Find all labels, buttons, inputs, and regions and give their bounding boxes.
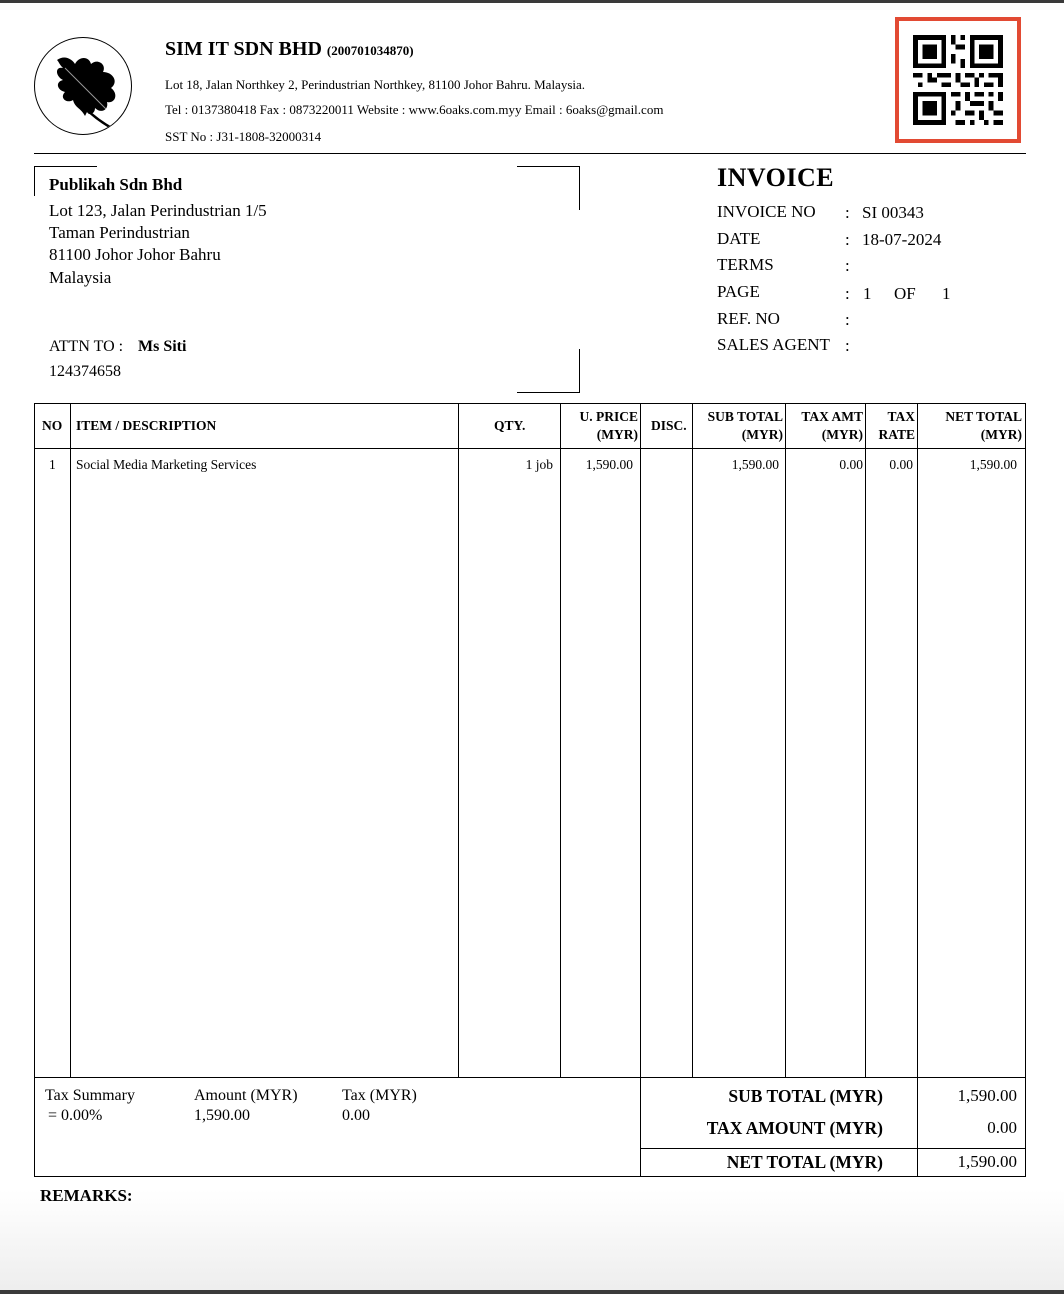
row-subtotal: 1,590.00	[731, 457, 779, 472]
net-total-value: 1,590.00	[957, 1152, 1017, 1171]
tax-summary-amount-label: Amount (MYR)	[194, 1087, 298, 1104]
company-name: SIM IT SDN BHD (200701034870)	[165, 38, 414, 60]
tax-summary-tax: 0.00	[342, 1107, 370, 1124]
customer-address-line: Lot 123, Jalan Perindustrian 1/5	[49, 201, 267, 220]
remarks-label: REMARKS:	[40, 1186, 133, 1205]
row-taxamt: 0.00	[839, 457, 863, 472]
header-uprice-unit: (MYR)	[596, 427, 638, 442]
net-total-label: NET TOTAL (MYR)	[726, 1152, 883, 1172]
table-border	[34, 1077, 1026, 1078]
oak-leaf-icon	[34, 37, 132, 135]
column-divider	[70, 403, 71, 1077]
tax-summary-tax-label: Tax (MYR)	[342, 1087, 417, 1104]
invoice-no-value: SI 00343	[862, 203, 924, 222]
header-subtotal-unit: (MYR)	[741, 427, 783, 442]
table-border	[1025, 403, 1026, 1177]
bill-box-line	[517, 392, 580, 393]
header-disc: DISC.	[651, 418, 687, 433]
header-taxamt: TAX AMT	[801, 409, 863, 424]
tax-amount-label: TAX AMOUNT (MYR)	[706, 1118, 883, 1138]
customer-address-line: Malaysia	[49, 268, 112, 287]
header-taxrate: TAX	[887, 409, 915, 424]
bill-box-line	[579, 166, 580, 210]
page-total: 1	[942, 284, 951, 303]
row-qty: 1 job	[525, 457, 553, 472]
customer-address-line: Taman Perindustrian	[49, 223, 190, 242]
invoice-title: INVOICE	[717, 163, 835, 192]
sales-agent-label: SALES AGENT	[717, 335, 830, 354]
header-taxrate-unit: RATE	[878, 427, 915, 442]
tax-summary-label: Tax Summary	[45, 1087, 135, 1104]
column-divider	[692, 403, 693, 1077]
row-item: Social Media Marketing Services	[76, 457, 257, 472]
header-divider	[34, 153, 1026, 154]
field-colon: :	[845, 256, 850, 275]
bill-box-line	[517, 166, 580, 167]
field-colon: :	[845, 336, 850, 355]
customer-name: Publikah Sdn Bhd	[49, 175, 183, 194]
table-border	[34, 403, 1026, 404]
company-sst: SST No : J31-1808-32000314	[165, 129, 322, 144]
header-no: NO	[42, 418, 63, 433]
customer-address-line: 81100 Johor Johor Bahru	[49, 245, 221, 264]
company-reg-no: (200701034870)	[326, 43, 414, 58]
sub-total-value: 1,590.00	[957, 1086, 1017, 1105]
row-net: 1,590.00	[969, 457, 1017, 472]
field-colon: :	[845, 230, 850, 249]
top-border	[0, 0, 1064, 3]
sub-total-label: SUB TOTAL (MYR)	[728, 1086, 883, 1106]
column-divider	[917, 403, 918, 1177]
table-border	[34, 1176, 1026, 1177]
column-divider	[560, 403, 561, 1077]
company-contact: Tel : 0137380418 Fax : 0873220011 Website : www.6oaks.com.myy Email : 6oaks@gmail.com	[165, 102, 664, 117]
column-divider	[640, 403, 641, 1177]
attn-name: Ms Siti	[138, 338, 187, 355]
page-of-label: OF	[894, 284, 916, 303]
terms-label: TERMS	[717, 255, 774, 274]
header-subtotal: SUB TOTAL	[707, 409, 783, 424]
field-colon: :	[845, 310, 850, 329]
field-colon: :	[845, 284, 850, 303]
page-value: 1	[863, 284, 872, 303]
field-colon: :	[845, 203, 850, 222]
ref-no-label: REF. NO	[717, 309, 780, 328]
row-no: 1	[49, 457, 56, 472]
column-divider	[458, 403, 459, 1077]
totals-divider	[640, 1148, 1026, 1149]
header-net-unit: (MYR)	[980, 427, 1022, 442]
column-divider	[865, 403, 866, 1077]
header-taxamt-unit: (MYR)	[821, 427, 863, 442]
invoice-no-label: INVOICE NO	[717, 202, 816, 221]
date-value: 18-07-2024	[862, 230, 942, 249]
company-address: Lot 18, Jalan Northkey 2, Perindustrian Northkey, 81100 Johor Bahru. Malaysia.	[165, 77, 586, 92]
tax-summary-rate: = 0.00%	[48, 1107, 103, 1124]
column-divider	[785, 403, 786, 1077]
bill-box-line	[579, 349, 580, 392]
customer-phone: 124374658	[49, 363, 121, 380]
table-border	[34, 403, 35, 1177]
header-uprice: U. PRICE	[579, 409, 638, 424]
bill-box-line	[34, 166, 35, 196]
header-qty: QTY.	[494, 418, 526, 433]
page-label: PAGE	[717, 282, 760, 301]
row-uprice: 1,590.00	[585, 457, 633, 472]
page-bottom-shade	[0, 1190, 1064, 1294]
date-label: DATE	[717, 229, 761, 248]
row-taxrate: 0.00	[889, 457, 913, 472]
header-item: ITEM / DESCRIPTION	[76, 418, 217, 433]
bottom-border	[0, 1290, 1064, 1294]
qr-code-icon	[895, 17, 1021, 143]
tax-summary-amount: 1,590.00	[194, 1107, 250, 1124]
tax-amount-value: 0.00	[987, 1118, 1017, 1137]
table-border	[34, 448, 1026, 449]
attn-label: ATTN TO :	[49, 338, 124, 355]
bill-box-line	[34, 166, 97, 167]
header-net: NET TOTAL	[945, 409, 1022, 424]
